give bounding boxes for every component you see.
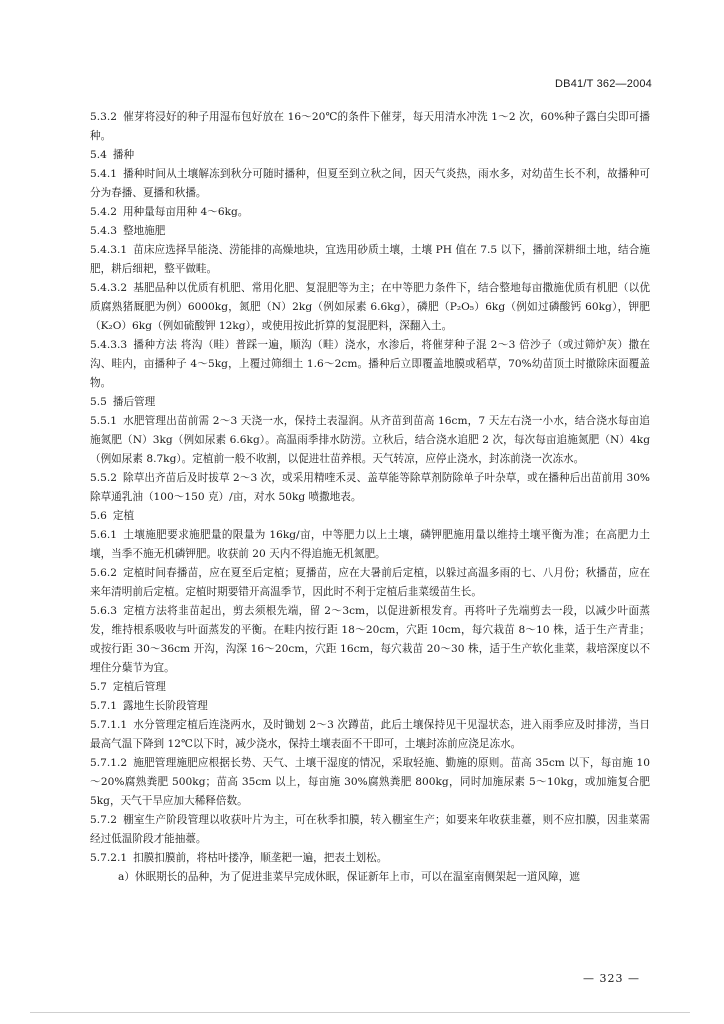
- heading-5-7: 5.7 定植后管理: [90, 681, 166, 693]
- paragraph-5-6-2: 5.6.2 定植时间春播苗，应在夏至后定植；夏播苗，应在大暑前后定植，以躲过高温多雨的七、八月份；秋播苗，应在来年清明前后定植。定植时期要错开高温季节，因此时不利于定植后韭菜缓苗生长。: [90, 567, 650, 598]
- paragraph-5-6-3: 5.6.3 定植方法将韭苗起出，剪去须根先端，留 2～3cm，以促进新根发育。再将叶子先端剪去一段，以减少叶面蒸发，维持根系吸收与叶面蒸发的平衡。在畦内按行距 18～20cm，穴距 10cm，每穴栽苗 8～10 株，适于生产青韭；或按行距 30～36cm 开沟，沟深 16～20cm，穴距 16cm，每穴栽苗 20～30 株，适于生产软化韭菜，栽培深度以不埋住分蘖节为宜。: [90, 605, 650, 674]
- heading-5-5: 5.5 播后管理: [90, 396, 156, 408]
- heading-5-7-1: 5.7.1 露地生长阶段管理: [90, 700, 208, 712]
- heading-5-6: 5.6 定植: [90, 510, 135, 522]
- document-body: [90, 108, 650, 887]
- paragraph-5-4-2: 5.4.2 用种量每亩用种 4～6kg。: [90, 206, 249, 218]
- paragraph-5-7-2: 5.7.2 棚室生产阶段管理以收获叶片为主，可在秋季扣膜，转入棚室生产；如要来年收获韭薹，则不应扣膜，因韭菜需经过低温阶段才能抽薹。: [90, 814, 650, 845]
- scan-edge-divider: [30, 1012, 690, 1013]
- paragraph-5-3-2: 5.3.2 催芽将浸好的种子用湿布包好放在 16～20℃的条件下催芽，每天用清水冲洗 1～2 次，60%种子露白尖即可播种。: [90, 111, 650, 142]
- paragraph-5-7-1-2: 5.7.1.2 施肥管理施肥应根据长势、天气、土壤干湿度的情况，采取轻施、勤施的原则。苗高 35cm 以下，每亩施 10～20%腐熟粪肥 500kg；苗高 35cm 以上，每亩施 30%腐熟粪肥 800kg，同时加施尿素 5～10kg，或加施复合肥 5kg，天气干旱应加大稀释倍数。: [90, 757, 650, 807]
- heading-5-4: 5.4 播种: [90, 149, 135, 161]
- paragraph-5-4-3-3: 5.4.3.3 播种方法 将沟（畦）普踩一遍，顺沟（畦）浇水，水渗后，将催芽种子混 2～3 倍沙子（或过筛炉灰）撒在沟、畦内，亩播种子 4～5kg，上覆过筛细土 1.6～2cm。播种后立即覆盖地膜或稻草，70%幼苗顶土时撤除床面覆盖物。: [90, 339, 650, 389]
- paragraph-5-5-1: 5.5.1 水肥管理出苗前需 2～3 天浇一水，保持土表湿润。从齐苗到苗高 16cm，7 天左右浇一小水，结合浇水每亩追施氮肥（N）3kg（例如尿素 6.6kg）。高温雨季排水防涝。立秋后，结合浇水追肥 2 次，每次每亩追施氮肥（N）4kg（例如尿素 8.7kg）。定植前一般不收割，以促进壮苗养根。天气转凉，应停止浇水，封冻前浇一次冻水。: [90, 415, 650, 465]
- paragraph-5-4-1: 5.4.1 播种时间从土壤解冻到秋分可随时播种，但夏至到立秋之间，因天气炎热，雨水多，对幼苗生长不利，故播种可分为春播、夏播和秋播。: [90, 168, 650, 199]
- paragraph-5-6-1: 5.6.1 土壤施肥要求施肥量的限量为 16kg/亩，中等肥力以上土壤，磷钾肥施用量以维持土壤平衡为准；在高肥力土壤，当季不施无机磷钾肥。收获前 20 天内不得追施无机氮肥。: [90, 529, 650, 560]
- paragraph-5-4-3-1: 5.4.3.1 苗床应选择旱能浇、涝能排的高燥地块，宜选用砂质土壤，土壤 PH 值在 7.5 以下，播前深耕细土地，结合施肥，耕后细耙，整平做畦。: [90, 244, 650, 275]
- paragraph-5-4-3-2: 5.4.3.2 基肥品种以优质有机肥、常用化肥、复混肥等为主；在中等肥力条件下，结合整地每亩撒施优质有机肥（以优质腐熟猪厩肥为例）6000kg，氮肥（N）2kg（例如尿素 6.6kg），磷肥（P₂O₅）6kg（例如过磷酸钙 60kg），钾肥（K₂O）6kg（例如硫酸钾 12kg），或使用按此折算的复混肥料，深翻入土。: [90, 282, 650, 332]
- heading-5-4-3: 5.4.3 整地施肥: [90, 225, 166, 237]
- page-number: — 323 —: [583, 972, 640, 985]
- paragraph-list-item-a: a）休眠期长的品种，为了促进韭菜早完成休眠，保证新年上市，可以在温室南侧架起一道风障，遮: [118, 871, 580, 883]
- paragraph-5-7-2-1: 5.7.2.1 扣膜扣膜前，将枯叶搂净，顺垄耙一遍，把表土划松。: [90, 852, 388, 864]
- paragraph-5-7-1-1: 5.7.1.1 水分管理定植后连浇两水，及时锄划 2～3 次蹲苗，此后土壤保持见干见湿状态，进入雨季应及时排涝，当日最高气温下降到 12℃以下时，减少浇水，保持土壤表面不干即可，土壤封冻前应浇足冻水。: [90, 719, 650, 750]
- document-id: DB41/T 362—2004: [555, 78, 652, 90]
- paragraph-5-5-2: 5.5.2 除草出齐苗后及时拔草 2～3 次，或采用精喹禾灵、盖草能等除草剂防除单子叶杂草，或在播种后出苗前用 30%除草通乳油（100～150 克）/亩，对水 50kg 喷撒地表。: [90, 472, 650, 503]
